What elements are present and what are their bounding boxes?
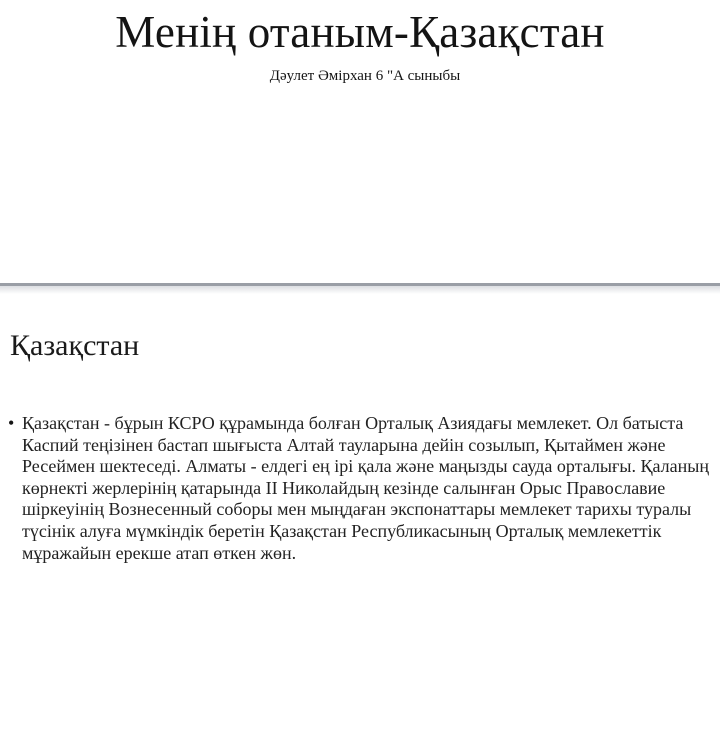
section-heading: Қазақстан <box>10 329 140 362</box>
bullet-paragraph: Қазақстан - бұрын КСРО құрамында болған Орталық Азиядағы мемлекет. Ол батыста Каспий теңізінен бастап шығыста Алтай тауларына дейін созылып, Қытаймен және Ресеймен шектеседі. Алматы - елдегі ең ірі қала және маңызды сауда орталығы. Қаланың көрнекті жерлерінің қатарында II Николайдың кезінде салынған Орыс Православие шіркеуінің Вознесенный соборы мен мыңдаған экспонаттары мемлекет тарихы туралы түсінік алуға мүмкіндік беретін Қазақстан Республикасының Орталық мемлекеттік мұражайын ерекше атап өткен жөн. <box>22 413 709 563</box>
bullet-icon: • <box>8 413 15 433</box>
bullet-item <box>8 413 712 564</box>
page-title: Менің отаным-Қазақстан <box>115 7 605 57</box>
slide-divider-shadow <box>0 286 720 294</box>
content-slide <box>0 294 720 743</box>
title-slide <box>0 0 720 283</box>
author-subtitle: Дәулет Әмірхан 6 "А сыныбы <box>269 68 461 84</box>
